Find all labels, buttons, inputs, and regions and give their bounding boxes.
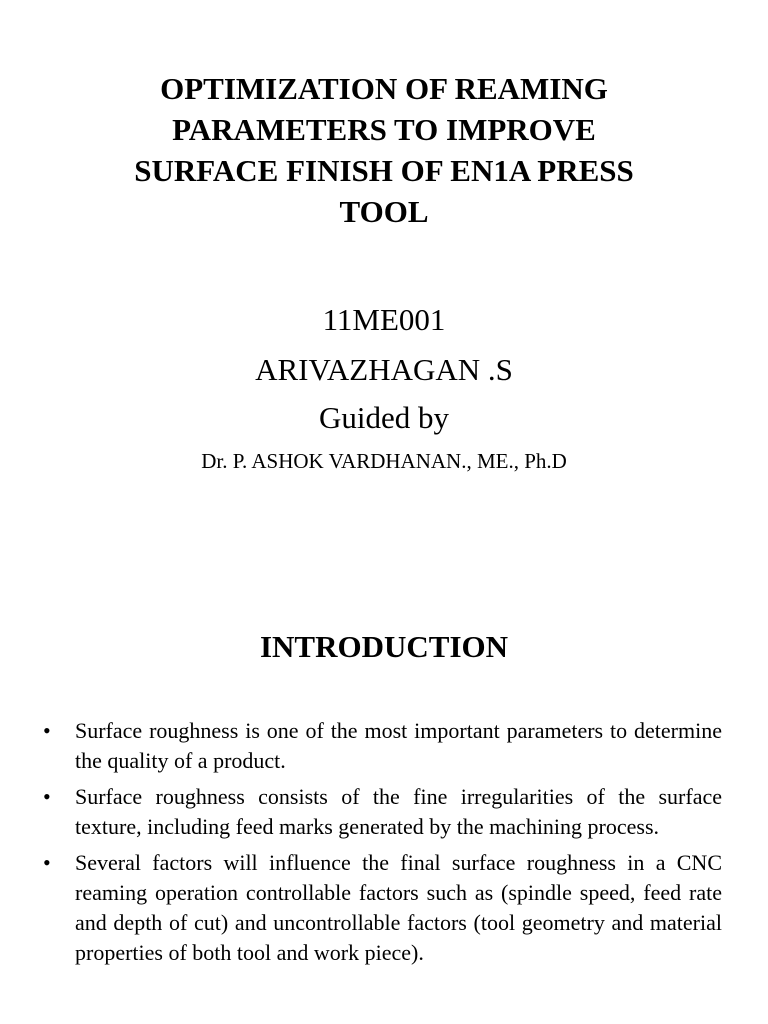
bullet-icon: • — [43, 784, 51, 809]
student-name: ARIVAZHAGAN .S — [255, 352, 513, 387]
bullet-icon: • — [43, 850, 51, 875]
list-item — [0, 716, 768, 776]
bullet-text: Surface roughness consists of the fine irregularities of the surface texture, including feed marks generated by the machining process. — [75, 784, 722, 839]
guide-name: Dr. P. ASHOK VARDHANAN., ME., Ph.D — [201, 449, 567, 473]
list-item — [0, 848, 768, 968]
title-line-4: TOOL — [339, 194, 429, 229]
introduction-bullet-list — [0, 716, 768, 1024]
bullet-icon: • — [43, 718, 51, 743]
title-line-3: SURFACE FINISH OF EN1A PRESS — [134, 153, 634, 188]
roll-number: 11ME001 — [322, 302, 446, 337]
bullet-text: Several factors will influence the final surface roughness in a CNC reaming operation controllable factors such as (spindle speed, feed rate and depth of cut) and uncontrollable factors (tool geometry and material properties of both tool and work piece). — [75, 850, 722, 965]
guided-by-label: Guided by — [318, 400, 449, 435]
title-line-2: PARAMETERS TO IMPROVE — [172, 112, 596, 147]
document-title — [84, 68, 684, 232]
list-item — [0, 782, 768, 842]
title-line-1: OPTIMIZATION OF REAMING — [160, 71, 608, 106]
introduction-heading: INTRODUCTION — [259, 629, 509, 664]
bullet-text: Surface roughness is one of the most important parameters to determine the quality of a product. — [75, 718, 722, 773]
